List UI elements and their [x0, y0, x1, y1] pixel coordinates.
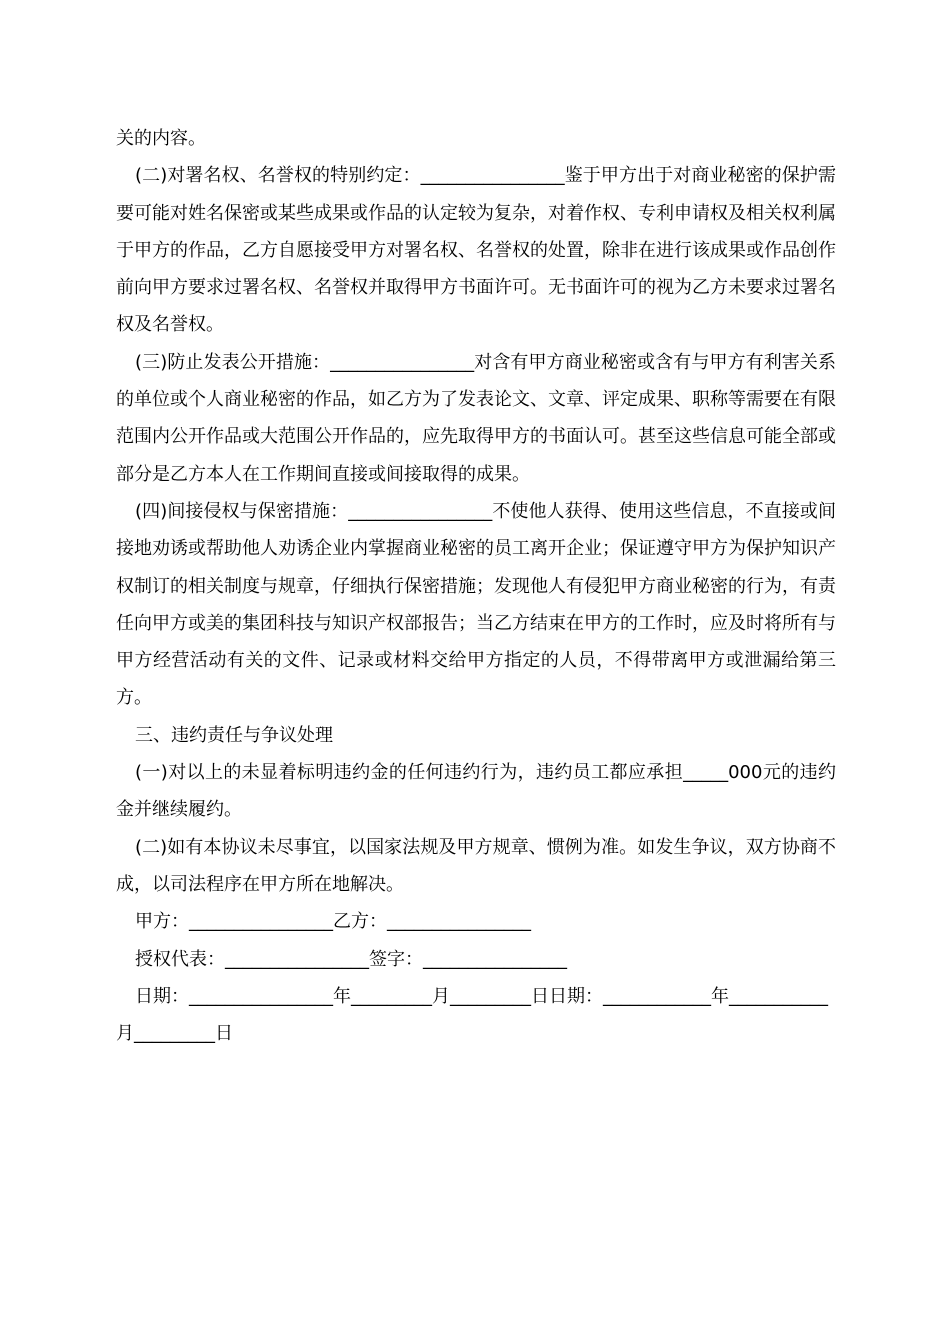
signature-parties-line: 甲方：________________乙方：________________ [135, 911, 531, 933]
paragraph-penalty: (一)对以上的未显着标明违约金的任何违约行为，违约员工都应承担_____000元的违约金并继续履约。 [116, 762, 836, 821]
paragraph-dispute-resolution: (二)如有本协议未尽事宜，以国家法规及甲方规章、惯例为准。如发生争议，双方协商不成，以司法程序在甲方所在地解决。 [116, 836, 836, 895]
section-heading-liability: 三、违约责任与争议处理 [135, 724, 333, 746]
paragraph-indirect-infringement: (四)间接侵权与保密措施：________________不使他人获得、使用这些信息，不直接或间接地劝诱或帮助他人劝诱企业内掌握商业秘密的员工离开企业；保证遵守甲方为保护知识产权制订的相关制度与规章，仔细执行保密措施；发现他人有侵犯甲方商业秘密的行为，有责任向甲方或美的集团科技与知识产权部报告；当乙方结束在甲方的工作时，应及时将所有与甲方经营活动有关的文件、记录或材料交给甲方指定的人员，不得带离甲方或泄漏给第三方。 [116, 500, 836, 709]
signature-representative-line: 授权代表：________________签字：________________ [135, 948, 567, 970]
paragraph-attribution-rights: (二)对署名权、名誉权的特别约定：________________鉴于甲方出于对商业秘密的保护需要可能对姓名保密或某些成果或作品的认定较为复杂，对着作权、专利申请权及相关权利属于甲方的作品，乙方自愿接受甲方对署名权、名誉权的处置，除非在进行该成果或作品创作前向甲方要求过署名权、名誉权并取得甲方书面许可。无书面许可的视为乙方未要求过署名权及名誉权。 [116, 165, 836, 336]
paragraph-publication-measures: (三)防止发表公开措施：________________对含有甲方商业秘密或含有与甲方有利害关系的单位或个人商业秘密的作品，如乙方为了发表论文、文章、评定成果、职称等需要在有限范围内公开作品或大范围公开作品的，应先取得甲方的书面认可。甚至这些信息可能全部或部分是乙方本人在工作期间直接或间接取得的成果。 [116, 351, 836, 485]
paragraph-continuation: 关的内容。 [116, 128, 206, 149]
document-body [116, 120, 836, 1052]
signature-date-line: 日期：________________年_________月_________日日期：____________年___________月_________日 [116, 985, 828, 1045]
